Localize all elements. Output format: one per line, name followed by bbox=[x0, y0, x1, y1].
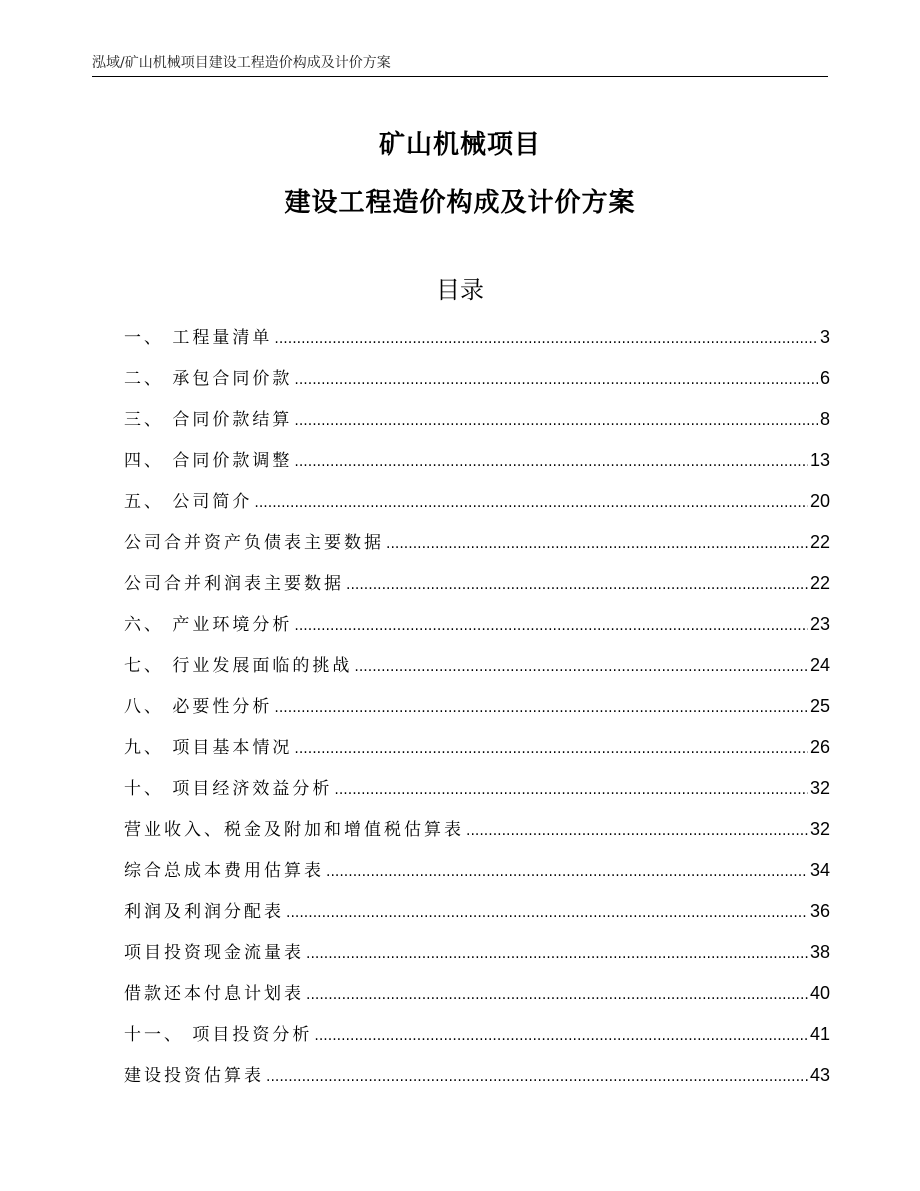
toc-entry-label: 二、 承包合同价款 bbox=[124, 369, 293, 389]
toc-entry-label: 利润及利润分配表 bbox=[124, 902, 284, 922]
toc-entry-label: 九、 项目基本情况 bbox=[124, 738, 293, 758]
toc-dot-leader bbox=[286, 897, 808, 928]
toc-entry[interactable] bbox=[124, 404, 830, 445]
toc-entry[interactable] bbox=[124, 732, 830, 773]
toc-entry-page: 23 bbox=[809, 614, 830, 634]
document-title-line2: 建设工程造价构成及计价方案 bbox=[284, 188, 636, 218]
toc-entry[interactable] bbox=[124, 445, 830, 486]
toc-entry[interactable] bbox=[124, 937, 830, 978]
toc-dot-leader bbox=[294, 733, 808, 764]
toc-entry[interactable] bbox=[124, 363, 830, 404]
toc-entry-label: 五、 公司简介 bbox=[124, 492, 253, 512]
toc-dot-leader bbox=[334, 774, 808, 805]
toc-entry-page: 41 bbox=[809, 1024, 830, 1044]
toc-entry[interactable] bbox=[124, 609, 830, 650]
toc-dot-leader bbox=[306, 979, 808, 1010]
toc-entry-label: 八、 必要性分析 bbox=[124, 697, 273, 717]
toc-dot-leader bbox=[354, 651, 808, 682]
toc-entry-label: 十、 项目经济效益分析 bbox=[124, 779, 333, 799]
toc-entry[interactable] bbox=[124, 978, 830, 1019]
header-rule bbox=[92, 76, 828, 77]
toc-entry-page: 13 bbox=[809, 450, 830, 470]
toc-entry-page: 32 bbox=[809, 819, 830, 839]
toc-entry-label: 营业收入、税金及附加和增值税估算表 bbox=[124, 820, 464, 840]
toc-entry[interactable] bbox=[124, 1060, 830, 1101]
running-header: 泓域/矿山机械项目建设工程造价构成及计价方案 bbox=[92, 55, 391, 71]
toc-dot-leader bbox=[386, 528, 808, 559]
toc-dot-leader bbox=[346, 569, 808, 600]
document-title-line1: 矿山机械项目 bbox=[378, 130, 541, 160]
toc-entry-label: 借款还本付息计划表 bbox=[124, 984, 304, 1004]
toc-entry-page: 34 bbox=[809, 860, 830, 880]
toc-entry-page: 26 bbox=[809, 737, 830, 757]
toc-entry-page: 6 bbox=[819, 368, 830, 388]
toc-dot-leader bbox=[274, 323, 818, 354]
toc-entry[interactable] bbox=[124, 691, 830, 732]
toc-entry-page: 36 bbox=[809, 901, 830, 921]
toc-entry[interactable] bbox=[124, 855, 830, 896]
toc-entry-label: 四、 合同价款调整 bbox=[124, 451, 293, 471]
toc-dot-leader bbox=[254, 487, 808, 518]
toc-dot-leader bbox=[294, 405, 818, 436]
toc-entry-page: 38 bbox=[809, 942, 830, 962]
toc-entry-label: 六、 产业环境分析 bbox=[124, 615, 293, 635]
toc-entry-page: 32 bbox=[809, 778, 830, 798]
toc-entry[interactable] bbox=[124, 650, 830, 691]
table-of-contents bbox=[124, 322, 830, 1101]
toc-dot-leader bbox=[306, 938, 808, 969]
toc-dot-leader bbox=[266, 1061, 808, 1092]
toc-entry-page: 24 bbox=[809, 655, 830, 675]
toc-heading: 目录 bbox=[436, 276, 484, 304]
toc-entry-label: 十一、 项目投资分析 bbox=[124, 1025, 313, 1045]
toc-dot-leader bbox=[294, 446, 808, 477]
toc-entry-page: 40 bbox=[809, 983, 830, 1003]
toc-entry-page: 43 bbox=[809, 1065, 830, 1085]
toc-dot-leader bbox=[294, 364, 818, 395]
toc-entry-page: 22 bbox=[809, 532, 830, 552]
toc-entry[interactable] bbox=[124, 486, 830, 527]
toc-dot-leader bbox=[314, 1020, 808, 1051]
toc-entry-page: 8 bbox=[819, 409, 830, 429]
toc-entry-page: 3 bbox=[819, 327, 830, 347]
toc-entry-label: 一、 工程量清单 bbox=[124, 328, 273, 348]
toc-dot-leader bbox=[466, 815, 808, 846]
toc-entry-label: 建设投资估算表 bbox=[124, 1066, 264, 1086]
toc-entry-label: 项目投资现金流量表 bbox=[124, 943, 304, 963]
toc-entry-page: 20 bbox=[809, 491, 830, 511]
toc-entry-label: 综合总成本费用估算表 bbox=[124, 861, 324, 881]
toc-entry-label: 七、 行业发展面临的挑战 bbox=[124, 656, 353, 676]
toc-entry-label: 公司合并资产负债表主要数据 bbox=[124, 533, 384, 553]
toc-entry[interactable] bbox=[124, 896, 830, 937]
toc-entry[interactable] bbox=[124, 568, 830, 609]
toc-entry-label: 公司合并利润表主要数据 bbox=[124, 574, 344, 594]
toc-entry[interactable] bbox=[124, 773, 830, 814]
toc-entry[interactable] bbox=[124, 814, 830, 855]
toc-entry[interactable] bbox=[124, 322, 830, 363]
toc-entry[interactable] bbox=[124, 1019, 830, 1060]
toc-entry-label: 三、 合同价款结算 bbox=[124, 410, 293, 430]
toc-dot-leader bbox=[294, 610, 808, 641]
toc-entry-page: 22 bbox=[809, 573, 830, 593]
toc-dot-leader bbox=[274, 692, 808, 723]
toc-dot-leader bbox=[326, 856, 808, 887]
toc-entry[interactable] bbox=[124, 527, 830, 568]
toc-entry-page: 25 bbox=[809, 696, 830, 716]
